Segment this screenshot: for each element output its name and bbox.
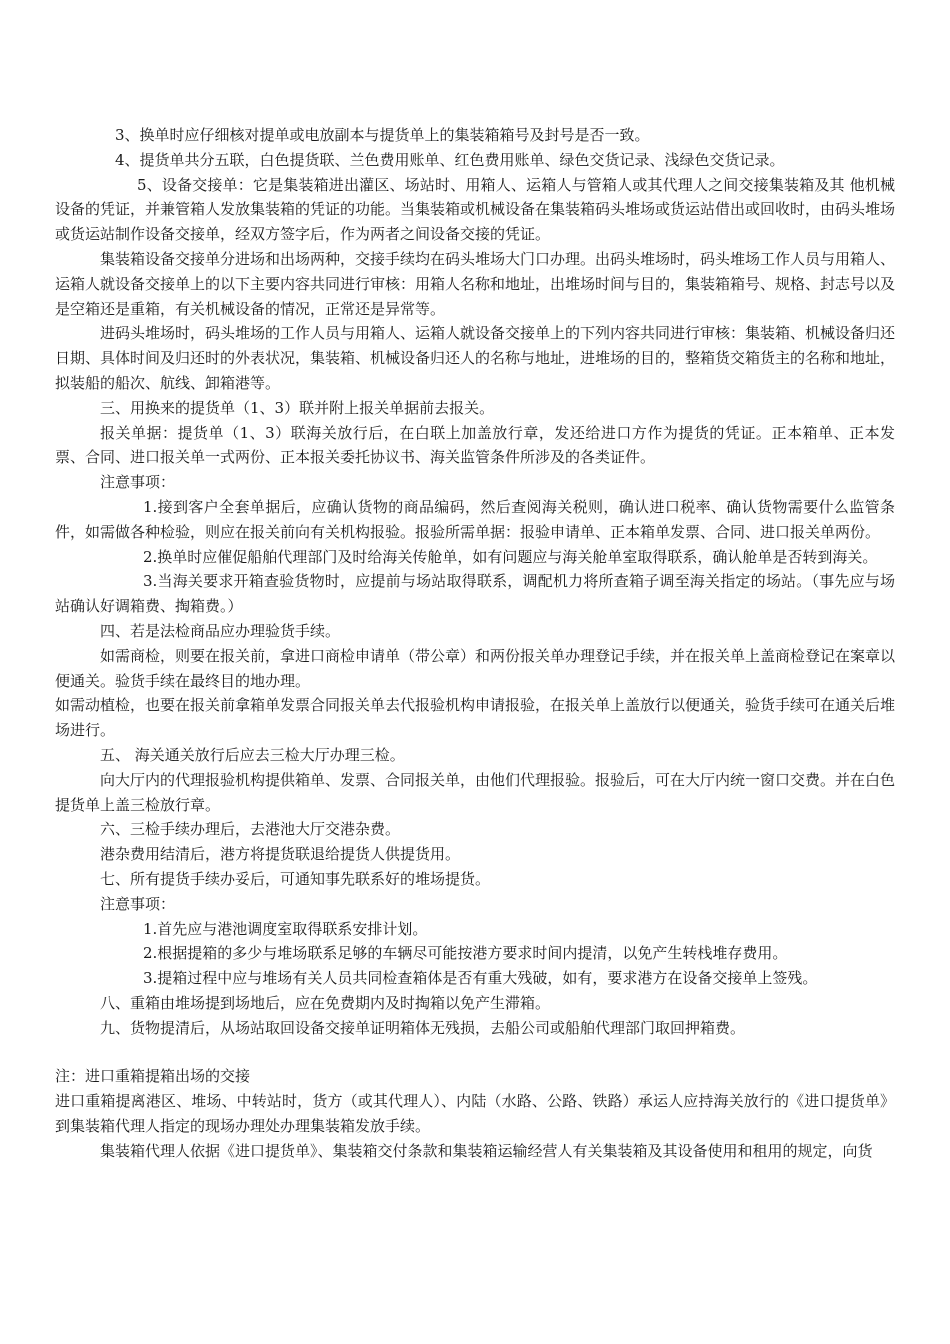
paragraph: 七、所有提货手续办妥后，可通知事先联系好的堆场提货。 <box>100 869 491 888</box>
paragraph: 3.当海关要求开箱查验货物时，应提前与场站取得联系，调配机力将所查箱子调至海关指定的场站。（事先应与场站确认好调箱费、掏箱费。） <box>55 572 895 616</box>
paragraph: 2.根据提箱的多少与堆场联系足够的车辆尽可能按港方要求时间内提清，以免产生转栈堆存费用。 <box>143 944 788 963</box>
paragraph: 1.首先应与港池调度室取得联系安排计划。 <box>143 919 428 938</box>
paragraph: 注意事项： <box>100 894 176 913</box>
paragraph: 1.接到客户全套单据后，应确认货物的商品编码，然后查阅海关税则，确认进口税率、确认货物需要什么监管条件，如需做各种检验，则应在报关前向有关机构报验。报验所需单据：报验申请单、正本箱单发票、合同、进口报关单两份。 <box>55 497 895 541</box>
paragraph: 2.换单时应催促船舶代理部门及时给海关传舱单，如有问题应与海关舱单室取得联系，确认舱单是否转到海关。 <box>143 547 878 566</box>
paragraph: 四、若是法检商品应办理验货手续。 <box>100 621 341 640</box>
paragraph: 集装箱设备交接单分进场和出场两种，交接手续均在码头堆场大门口办理。出码头堆场时，码头堆场工作人员与用箱人、运箱人就设备交接单上的以下主要内容共同进行审核：用箱人名称和地址，出堆场时间与目的，集装箱箱号、规格、封志号以及是空箱还是重箱，有关机械设备的情况，正常还是异常等。 <box>55 249 896 318</box>
paragraph: 三、用换来的提货单（1、3）联并附上报关单据前去报关。 <box>100 398 495 417</box>
paragraph: 如需商检，则要在报关前，拿进口商检申请单（带公章）和两份报关单办理登记手续，并在报关单上盖商检登记在案章以便通关。验货手续在最终目的地办理。 <box>55 646 896 690</box>
section-gap <box>55 1040 895 1064</box>
document-body <box>55 123 895 1040</box>
paragraph: 五、 海关通关放行后应去三检大厅办理三检。 <box>100 745 405 764</box>
paragraph: 八、重箱由堆场提到场地后，应在免费期内及时掏箱以免产生滞箱。 <box>100 993 551 1012</box>
paragraph: 3.提箱过程中应与堆场有关人员共同检查箱体是否有重大残破，如有，要求港方在设备交接单上签残。 <box>143 969 818 988</box>
note-paragraph: 注：进口重箱提箱出场的交接 <box>55 1067 251 1086</box>
note-section <box>55 1064 895 1163</box>
paragraph: 港杂费用结清后，港方将提货联退给提货人供提货用。 <box>100 845 461 864</box>
paragraph: 向大厅内的代理报验机构提供箱单、发票、合同报关单，由他们代理报验。报验后，可在大厅内统一窗口交费。并在白色提货单上盖三检放行章。 <box>55 770 896 814</box>
paragraph: 4、提货单共分五联，白色提货联、兰色费用账单、红色费用账单、绿色交货记录、浅绿色交货记录。 <box>115 150 785 169</box>
paragraph: 5、设备交接单：它是集装箱进出灌区、场站时、用箱人、运箱人与管箱人或其代理人之间交接集装箱及其 他机械设备的凭证，并兼管箱人发放集装箱的凭证的功能。当集装箱或机械设备在集装箱码头堆场或货运站借出或回收时，由码头堆场或货运站制作设备交接单，经双方签字后，作为两者之间设备交接的凭证。 <box>55 175 896 244</box>
paragraph: 六、三检手续办理后，去港池大厅交港杂费。 <box>100 820 401 839</box>
note-paragraph: 集装箱代理人依据《进口提货单》、集装箱交付条款和集装箱运输经营人有关集装箱及其设备使用和租用的规定，向货 <box>100 1141 873 1160</box>
paragraph: 如需动植检，也要在报关前拿箱单发票合同报关单去代报验机构申请报验，在报关单上盖放行以便通关，验货手续可在通关后堆场进行。 <box>55 696 896 740</box>
paragraph: 3、换单时应仔细核对提单或电放副本与提货单上的集装箱箱号及封号是否一致。 <box>115 126 650 144</box>
paragraph: 九、货物提清后，从场站取回设备交接单证明箱体无残损，去船公司或船舶代理部门取回押箱费。 <box>100 1018 746 1037</box>
paragraph: 进码头堆场时，码头堆场的工作人员与用箱人、运箱人就设备交接单上的下列内容共同进行审核：集装箱、机械设备归还日期、具体时间及归还时的外表状况，集装箱、机械设备归还人的名称与地址，进堆场的目的，整箱货交箱货主的名称和地址，拟装船的船次、航线、卸箱港等。 <box>55 324 896 392</box>
note-paragraph: 进口重箱提离港区、堆场、中转站时，货方（或其代理人）、内陆（水路、公路、铁路）承运人应持海关放行的《进口提货单》到集装箱代理人指定的现场办理处办理集装箱发放手续。 <box>55 1092 895 1136</box>
paragraph: 注意事项： <box>100 473 176 492</box>
paragraph: 报关单据：提货单（1、3）联海关放行后，在白联上加盖放行章，发还给进口方作为提货的凭证。正本箱单、正本发票、合同、进口报关单一式两份、正本报关委托协议书、海关监管条件所涉及的各类证件。 <box>55 423 895 467</box>
